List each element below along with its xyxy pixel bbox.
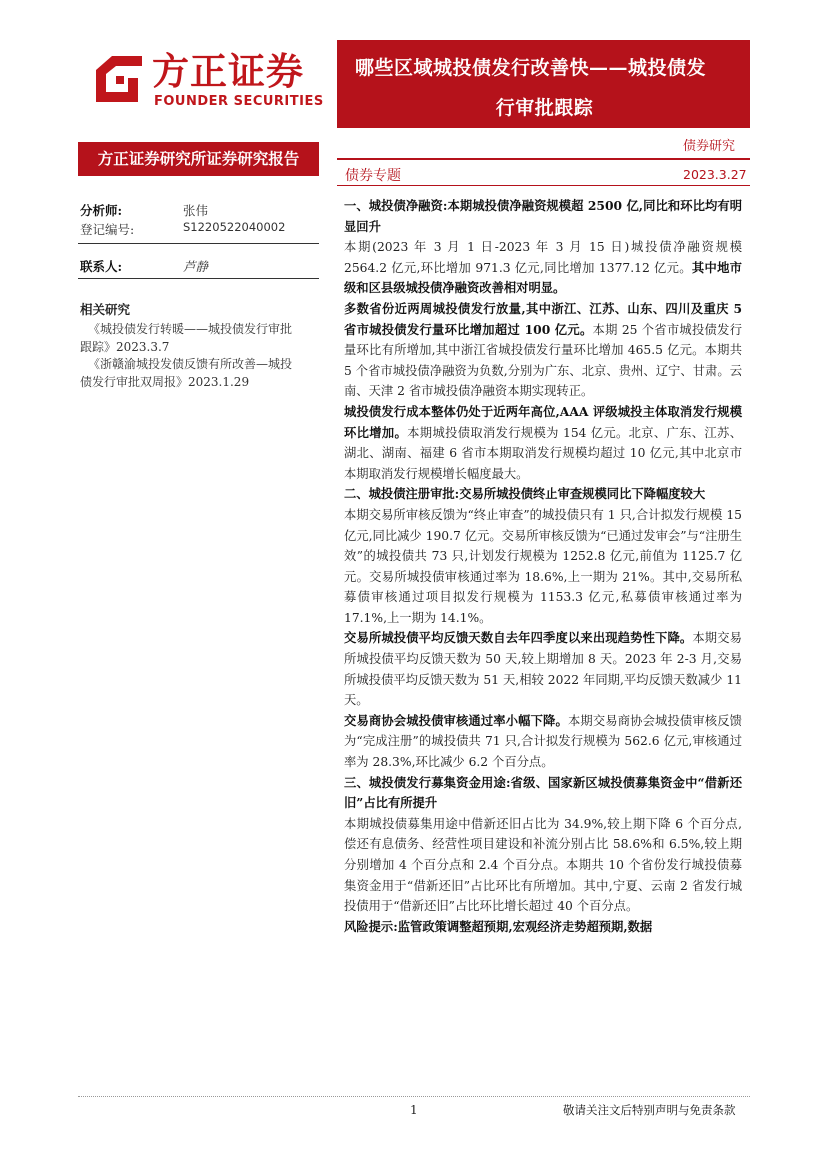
paragraph-highlight: 城投债发行成本整体仍处于近两年高位,AAA 评级城投主体取消发行规模环比增加。 <box>344 403 742 440</box>
page-number: 1 <box>410 1103 418 1117</box>
footer-disclaimer[interactable]: 敬请关注文后特别声明与免责条款 <box>563 1103 736 1117</box>
section-2-paragraph-2 <box>344 628 742 710</box>
related-item-line: 《浙赣渝城投发债反馈有所改善—城投 <box>88 357 293 371</box>
section-1-paragraph-2 <box>344 299 742 402</box>
analyst-divider <box>78 243 319 244</box>
report-type: 债券研究 <box>683 139 736 154</box>
registration-label: 登记编号: <box>80 222 135 237</box>
related-item-line: 《城投债发行转暖——城投债发行审批 <box>88 322 293 336</box>
section-1-paragraph-1 <box>344 237 742 299</box>
section-3-heading: 三、城投债发行募集资金用途:省级、国家新区城投债募集资金中“借新还旧”占比有所提升 <box>344 774 742 811</box>
paragraph-highlight: 交易所城投债平均反馈天数自去年四季度以来出现趋势性下降。 <box>344 630 693 646</box>
section-3-paragraph-1: 本期城投债募集用途中借新还旧占比为 34.9%,较上期下降 6 个百分点,偿还有息债务、经营性项目建设和补流分别占比 58.6%和 6.5%,较上期分别增加 4 个百分点和 2.4 个百分点。本期共 10 个省份发行城投债募集资金用于“借新还旧”占比环比有所增加。其中,宁夏、云南 2 省发行城投债用于“借新还旧”占比环比增长超过 40 个百分点。 <box>344 816 742 914</box>
related-item-line: 债发行审批双周报》2023.1.29 <box>80 375 250 389</box>
section-2-paragraph-3 <box>344 711 742 773</box>
report-title-line2: 行审批跟踪 <box>495 97 594 119</box>
paragraph-highlight: 其中地市级和区县级城投债净融资改善相对明显。 <box>344 259 742 296</box>
paragraph-text: 本期(2023 年 3 月 1 日-2023 年 3 月 15 日)城投债净融资规模 2564.2 亿元,环比增加 971.3 亿元,同比增加 1377.12 亿元。 <box>344 240 742 275</box>
section-1-paragraph-3 <box>344 402 742 484</box>
report-body <box>344 196 742 937</box>
founder-logo-icon <box>92 52 146 106</box>
section-1-heading: 一、城投债净融资:本期城投债净融资规模超 2500 亿,同比和环比均有明显回升 <box>344 198 742 234</box>
risk-warning: 风险提示:监管政策调整超预期,宏观经济走势超预期,数据 <box>344 918 653 934</box>
footer-divider <box>78 1096 750 1097</box>
paragraph-text: 本期城投债取消发行规模为 154 亿元。北京、广东、江苏、湖北、湖南、福建 6 省市本期取消发行规模均超过 10 亿元,其中北京市本期取消发行规模增长幅度最大。 <box>344 425 742 481</box>
paragraph-highlight: 交易商协会城投债审核通过率小幅下降。 <box>344 712 568 728</box>
related-research-title: 相关研究 <box>80 302 131 317</box>
subheader-divider <box>337 185 750 186</box>
contact-divider <box>78 278 319 279</box>
report-date: 2023.3.27 <box>683 167 747 182</box>
paragraph-text: 本期交易所城投债平均反馈天数为 50 天,较上期增加 8 天。2023 年 2-3 月,交易所城投债平均反馈天数为 51 天,相较 2022 年同期,平均反馈天数减少 11 天。 <box>344 631 742 708</box>
contact-label: 联系人: <box>80 259 123 274</box>
section-2-paragraph-1: 本期交易所审核反馈为“终止审查”的城投债只有 1 只,合计拟发行规模 15 亿元,同比减少 190.7 亿元。交易所审核反馈为“已通过发审会”与“注册生效”的城投债共 73 只,计划发行规模为 1252.8 亿元,前值为 1125.7 亿元。交易所城投债审核通过率为 18.6%,上一期为 21%。其中,交易所私募债审核通过项目拟发行规模为 1153.3 亿元,私募债审核通过率为 17.1%,上一期为 14.1%。 <box>344 507 742 625</box>
company-logo <box>92 50 322 114</box>
paragraph-highlight: 多数省份近两周城投债发行放量,其中浙江、江苏、山东、四川及重庆 5 省市城投债发行量环比增加超过 100 亿元。 <box>344 300 742 337</box>
registration-number: S1220522040002 <box>183 220 286 234</box>
paragraph-text: 本期交易商协会城投债审核反馈为“完成注册”的城投债共 71 只,合计拟发行规模为 562.6 亿元,审核通过率为 28.3%,环比减少 6.2 个百分点。 <box>344 713 742 770</box>
logo-name-cn: 方正证券 <box>152 50 304 93</box>
analyst-label: 分析师: <box>80 203 123 218</box>
report-title-line1: 哪些区域城投债发行改善快——城投债发 <box>355 57 707 79</box>
related-research-item[interactable] <box>80 320 318 356</box>
header-divider <box>337 158 750 160</box>
paragraph-text: 本期 25 个省市城投债发行量环比有所增加,其中浙江省城投债发行量环比增加 465.5 亿元。本期共 5 个省市城投债净融资为负数,分别为广东、北京、贵州、辽宁、甘肃。云南、天津 2 省市城投债净融资本期实现转正。 <box>344 322 743 399</box>
logo-name-en: FOUNDER SECURITIES <box>154 94 324 109</box>
related-item-line: 跟踪》2023.3.7 <box>80 340 170 354</box>
analyst-name: 张伟 <box>183 203 209 218</box>
report-column: 债券专题 <box>345 168 401 184</box>
section-2-heading: 二、城投债注册审批:交易所城投债终止审查规模同比下降幅度较大 <box>344 486 706 502</box>
institute-header: 方正证券研究所证券研究报告 <box>78 142 319 176</box>
related-research-item[interactable] <box>80 355 318 391</box>
contact-name: 芦静 <box>183 259 209 274</box>
report-title-banner <box>337 40 750 128</box>
